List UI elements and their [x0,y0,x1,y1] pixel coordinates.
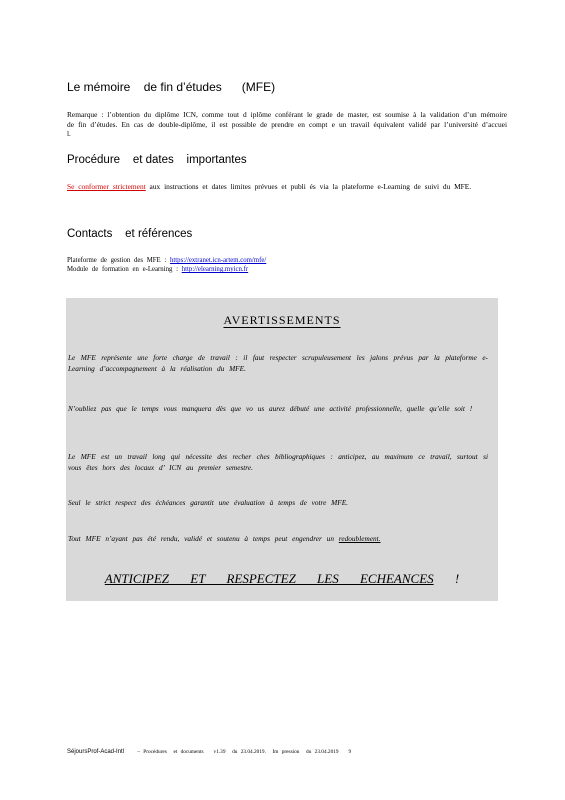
procedure-text: aux instructions et dates limites prévues et publi és via la plateforme e-Learning de suivi du MFE. [145,182,472,191]
page-title: Le mémoire de fin d’études (MFE) [67,80,276,94]
warning-final-mark: ! [454,571,460,586]
module-label: Module de formation en e-Learning : [67,266,182,273]
remark-paragraph: Remarque : l’obtention du diplôme ICN, comme tout d iplôme conférant le grade de master, est soumise à la validation d’un mémoire de fin d’études. En cas de double-diplôme, il est possible de prendre en compt e un travail équivalent validé par l’université d’accuei l. [67,110,507,138]
procedure-emphasis: Se conformer strictement [67,182,146,191]
warning-final-callout: ANTICIPEZ ET RESPECTEZ LES ECHEANCES ! [104,571,460,586]
module-link[interactable]: http://elearning.myicn.fr [181,266,249,273]
footer-right: – Procédures et documents v1.39 du 23.04.2019. Im pression du 23.04.2019 9 [137,749,352,755]
page-footer [67,749,351,755]
footer-left: SéjoursProf-Acad-Intl [67,749,125,755]
procedure-heading: Procédure et dates importantes [67,154,247,166]
warning-paragraph-4: Seul le strict respect des échéances garantit une évaluation à temps de votre MFE. [68,498,349,507]
platform-link[interactable]: https://extranet.icn-artem.com/mfe/ [170,257,267,264]
platform-label: Plateforme de gestion des MFE : [67,257,170,264]
warning-box [66,298,498,601]
contact-line-module [67,265,507,274]
warning-paragraph-5: Tout MFE n’ayant pas été rendu, validé et soutenu à temps peut engendrer un redoublement. [68,534,381,543]
warning-paragraph-2: N’oubliez pas que le temps vous manquera dès que vo us aurez débuté une activité professionnelle, quelle qu’elle soit ! [68,404,473,413]
contacts-heading: Contacts et références [67,228,193,240]
warning-paragraph-1: Le MFE représente une forte charge de travail : il faut respecter scrupuleusement les jalons prévus par la plateforme e-Learning d’accompagnement à la réalisation du MFE. [68,353,488,373]
procedure-paragraph [67,182,507,192]
warning-redoublement: redoublement. [338,534,381,543]
contact-line-platform [67,256,507,265]
contacts-block [67,256,507,274]
warning-paragraph-3: Le MFE est un travail long qui nécessite des recher ches bibliographiques : anticipez, au maximum ce travail, surtout si vous êtes hors des locaux d’ ICN au premier semestre. [68,452,488,472]
warning-title: AVERTISSEMENTS [223,313,341,327]
